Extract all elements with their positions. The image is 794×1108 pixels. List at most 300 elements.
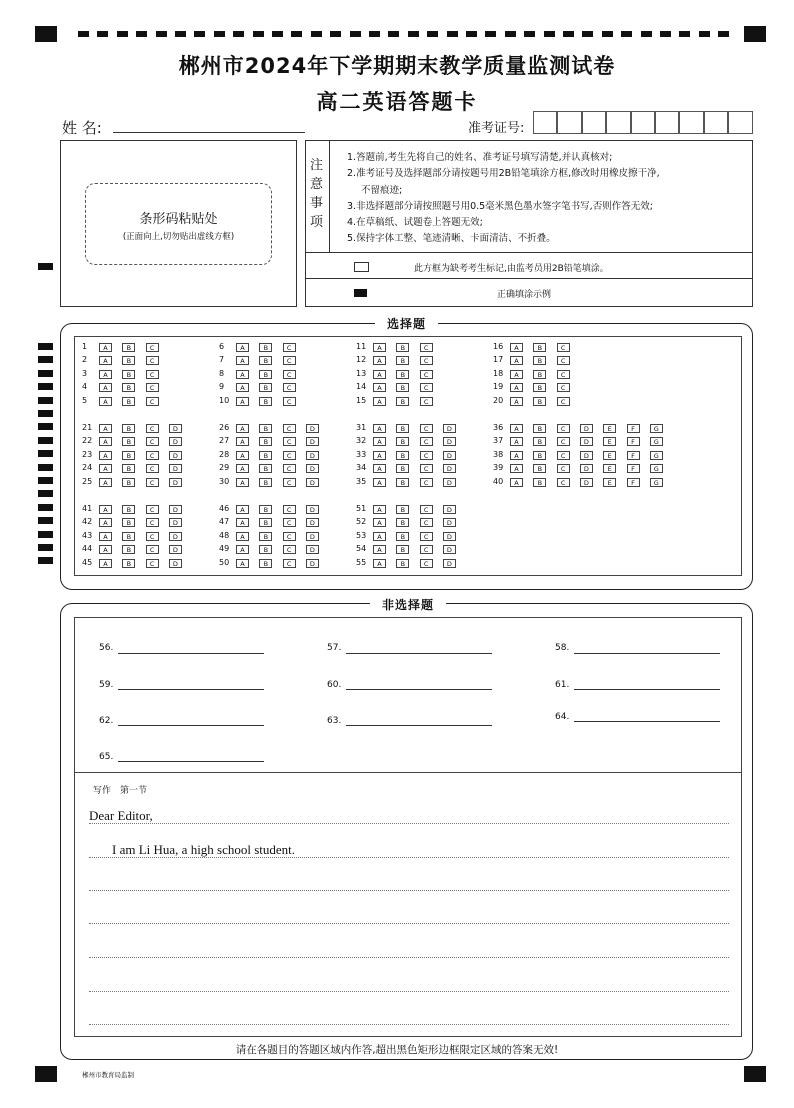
question-number: 51	[356, 504, 367, 513]
answer-bubble-33-b[interactable]: B	[396, 451, 409, 460]
answer-bubble-22-d[interactable]: D	[169, 437, 182, 446]
answer-bubble-55-d[interactable]: D	[443, 559, 456, 568]
answer-bubble-40-c[interactable]: C	[557, 478, 570, 487]
answer-bubble-46-a[interactable]: A	[236, 505, 249, 514]
answer-bubble-38-a[interactable]: A	[510, 451, 523, 460]
blank-line-62[interactable]	[118, 725, 264, 726]
answer-bubble-36-a[interactable]: A	[510, 424, 523, 433]
answer-bubble-52-b[interactable]: B	[396, 518, 409, 527]
answer-bubble-17-b[interactable]: B	[533, 356, 546, 365]
answer-bubble-46-b[interactable]: B	[259, 505, 272, 514]
answer-bubble-45-a[interactable]: A	[99, 559, 112, 568]
answer-bubble-38-c[interactable]: C	[557, 451, 570, 460]
question-number: 12	[356, 355, 367, 365]
answer-bubble-53-c[interactable]: C	[420, 532, 433, 541]
name-label: 姓 名:	[62, 119, 102, 137]
question-number: 36	[493, 423, 504, 432]
answer-bubble-37-b[interactable]: B	[533, 437, 546, 446]
answer-bubble-24-b[interactable]: B	[122, 464, 135, 473]
question-number: 29	[219, 463, 230, 473]
answer-bubble-12-a[interactable]: A	[373, 356, 386, 365]
exam-id-cell[interactable]	[557, 111, 581, 134]
question-number: 16	[493, 342, 504, 351]
answer-bubble-50-c[interactable]: C	[283, 559, 296, 568]
timing-dash	[505, 31, 516, 37]
answer-bubble-47-c[interactable]: C	[283, 518, 296, 527]
answer-bubble-15-b[interactable]: B	[396, 397, 409, 406]
answer-bubble-48-d[interactable]: D	[306, 532, 319, 541]
answer-bubble-42-c[interactable]: C	[146, 518, 159, 527]
exam-id-cell[interactable]	[582, 111, 606, 134]
answer-bubble-40-f[interactable]: F	[627, 478, 640, 487]
answer-bubble-54-c[interactable]: C	[420, 545, 433, 554]
answer-bubble-4-a[interactable]: A	[99, 383, 112, 392]
answer-bubble-9-a[interactable]: A	[236, 383, 249, 392]
exam-id-cell[interactable]	[655, 111, 679, 134]
question-number: 7	[219, 355, 225, 365]
timing-dash	[447, 31, 458, 37]
blank-line-64[interactable]	[574, 721, 720, 722]
answer-bubble-32-c[interactable]: C	[420, 437, 433, 446]
timing-mark	[38, 477, 53, 484]
answer-bubble-21-c[interactable]: C	[146, 424, 159, 433]
timing-mark	[38, 557, 53, 564]
answer-bubble-35-d[interactable]: D	[443, 478, 456, 487]
answer-bubble-37-g[interactable]: G	[650, 437, 663, 446]
timing-mark	[38, 397, 53, 404]
absent-mark-box[interactable]	[354, 262, 369, 272]
answer-bubble-17-c[interactable]: C	[557, 356, 570, 365]
answer-bubble-7-c[interactable]: C	[283, 356, 296, 365]
answer-bubble-16-c[interactable]: C	[557, 343, 570, 352]
answer-bubble-3-c[interactable]: C	[146, 370, 159, 379]
question-number: 31	[356, 423, 367, 432]
answer-bubble-45-d[interactable]: D	[169, 559, 182, 568]
answer-bubble-31-b[interactable]: B	[396, 424, 409, 433]
blank-line-65[interactable]	[118, 761, 264, 762]
answer-bubble-39-g[interactable]: G	[650, 464, 663, 473]
answer-bubble-26-d[interactable]: D	[306, 424, 319, 433]
answer-bubble-31-d[interactable]: D	[443, 424, 456, 433]
answer-bubble-5-a[interactable]: A	[99, 397, 112, 406]
timing-dash	[214, 31, 225, 37]
timing-mark	[38, 263, 53, 270]
answer-bubble-39-a[interactable]: A	[510, 464, 523, 473]
answer-bubble-23-c[interactable]: C	[146, 451, 159, 460]
answer-bubble-50-b[interactable]: B	[259, 559, 272, 568]
blank-line-57[interactable]	[346, 653, 492, 654]
timing-dash	[524, 31, 535, 37]
answer-bubble-25-a[interactable]: A	[99, 478, 112, 487]
answer-bubble-52-d[interactable]: D	[443, 518, 456, 527]
answer-bubble-21-b[interactable]: B	[122, 424, 135, 433]
answer-bubble-40-a[interactable]: A	[510, 478, 523, 487]
answer-bubble-3-b[interactable]: B	[122, 370, 135, 379]
answer-bubble-43-c[interactable]: C	[146, 532, 159, 541]
answer-bubble-40-g[interactable]: G	[650, 478, 663, 487]
answer-bubble-55-a[interactable]: A	[373, 559, 386, 568]
answer-bubble-55-c[interactable]: C	[420, 559, 433, 568]
answer-bubble-40-e[interactable]: E	[603, 478, 616, 487]
answer-bubble-21-a[interactable]: A	[99, 424, 112, 433]
answer-bubble-24-c[interactable]: C	[146, 464, 159, 473]
answer-bubble-34-c[interactable]: C	[420, 464, 433, 473]
answer-bubble-30-d[interactable]: D	[306, 478, 319, 487]
exam-id-cell[interactable]	[606, 111, 630, 134]
answer-bubble-38-b[interactable]: B	[533, 451, 546, 460]
answer-bubble-49-c[interactable]: C	[283, 545, 296, 554]
answer-bubble-51-b[interactable]: B	[396, 505, 409, 514]
exam-id-cell[interactable]	[679, 111, 703, 134]
answer-bubble-48-b[interactable]: B	[259, 532, 272, 541]
answer-bubble-49-a[interactable]: A	[236, 545, 249, 554]
answer-bubble-13-b[interactable]: B	[396, 370, 409, 379]
answer-bubble-11-b[interactable]: B	[396, 343, 409, 352]
corner-mark-top-right	[744, 26, 766, 42]
answer-bubble-50-a[interactable]: A	[236, 559, 249, 568]
answer-bubble-44-b[interactable]: B	[122, 545, 135, 554]
answer-bubble-38-d[interactable]: D	[580, 451, 593, 460]
writing-line-6[interactable]	[89, 991, 729, 992]
page-title: 郴州市2024年下学期期末教学质量监测试卷	[178, 54, 616, 78]
answer-bubble-25-d[interactable]: D	[169, 478, 182, 487]
answer-bubble-43-a[interactable]: A	[99, 532, 112, 541]
timing-mark	[38, 423, 53, 430]
blank-line-58[interactable]	[574, 653, 720, 654]
answer-bubble-20-c[interactable]: C	[557, 397, 570, 406]
answer-bubble-13-c[interactable]: C	[420, 370, 433, 379]
answer-bubble-14-c[interactable]: C	[420, 383, 433, 392]
answer-bubble-28-a[interactable]: A	[236, 451, 249, 460]
answer-bubble-34-b[interactable]: B	[396, 464, 409, 473]
answer-bubble-38-g[interactable]: G	[650, 451, 663, 460]
answer-bubble-51-d[interactable]: D	[443, 505, 456, 514]
answer-bubble-23-d[interactable]: D	[169, 451, 182, 460]
answer-bubble-8-a[interactable]: A	[236, 370, 249, 379]
answer-bubble-53-b[interactable]: B	[396, 532, 409, 541]
barcode-dashed-frame	[85, 183, 272, 265]
answer-bubble-29-d[interactable]: D	[306, 464, 319, 473]
answer-bubble-9-c[interactable]: C	[283, 383, 296, 392]
answer-bubble-42-b[interactable]: B	[122, 518, 135, 527]
answer-bubble-10-b[interactable]: B	[259, 397, 272, 406]
answer-bubble-37-d[interactable]: D	[580, 437, 593, 446]
exam-id-cell[interactable]	[533, 111, 557, 134]
answer-bubble-30-b[interactable]: B	[259, 478, 272, 487]
answer-bubble-54-d[interactable]: D	[443, 545, 456, 554]
answer-bubble-36-f[interactable]: F	[627, 424, 640, 433]
answer-bubble-7-a[interactable]: A	[236, 356, 249, 365]
answer-bubble-29-c[interactable]: C	[283, 464, 296, 473]
timing-dash	[233, 31, 244, 37]
exam-id-cell[interactable]	[704, 111, 728, 134]
answer-bubble-55-b[interactable]: B	[396, 559, 409, 568]
answer-bubble-21-d[interactable]: D	[169, 424, 182, 433]
answer-bubble-51-c[interactable]: C	[420, 505, 433, 514]
blank-line-59[interactable]	[118, 689, 264, 690]
answer-bubble-41-a[interactable]: A	[99, 505, 112, 514]
blank-line-61[interactable]	[574, 689, 720, 690]
answer-bubble-1-c[interactable]: C	[146, 343, 159, 352]
answer-bubble-4-c[interactable]: C	[146, 383, 159, 392]
answer-bubble-40-d[interactable]: D	[580, 478, 593, 487]
answer-bubble-5-c[interactable]: C	[146, 397, 159, 406]
answer-bubble-6-a[interactable]: A	[236, 343, 249, 352]
question-number: 42	[82, 517, 93, 527]
answer-bubble-32-b[interactable]: B	[396, 437, 409, 446]
answer-bubble-34-a[interactable]: A	[373, 464, 386, 473]
answer-bubble-42-d[interactable]: D	[169, 518, 182, 527]
answer-bubble-18-a[interactable]: A	[510, 370, 523, 379]
note-item-5: 5.保持字体工整、笔迹清晰、卡面清洁、不折叠。	[347, 233, 556, 245]
answer-bubble-53-a[interactable]: A	[373, 532, 386, 541]
question-number: 26	[219, 423, 230, 432]
answer-bubble-23-b[interactable]: B	[122, 451, 135, 460]
corner-mark-top-left	[35, 26, 57, 42]
answer-bubble-39-c[interactable]: C	[557, 464, 570, 473]
timing-dash	[78, 31, 89, 37]
answer-bubble-52-a[interactable]: A	[373, 518, 386, 527]
answer-bubble-28-b[interactable]: B	[259, 451, 272, 460]
answer-bubble-31-a[interactable]: A	[373, 424, 386, 433]
blank-line-63[interactable]	[346, 725, 492, 726]
answer-bubble-46-c[interactable]: C	[283, 505, 296, 514]
answer-bubble-39-b[interactable]: B	[533, 464, 546, 473]
answer-bubble-16-b[interactable]: B	[533, 343, 546, 352]
answer-bubble-25-b[interactable]: B	[122, 478, 135, 487]
notes-divider-1	[305, 252, 753, 253]
timing-dash	[641, 31, 652, 37]
answer-bubble-43-d[interactable]: D	[169, 532, 182, 541]
answer-bubble-54-a[interactable]: A	[373, 545, 386, 554]
blank-line-56[interactable]	[118, 653, 264, 654]
exam-id-cell[interactable]	[728, 111, 752, 134]
writing-line-2[interactable]	[89, 857, 729, 858]
answer-bubble-6-b[interactable]: B	[259, 343, 272, 352]
answer-bubble-46-d[interactable]: D	[306, 505, 319, 514]
answer-bubble-36-b[interactable]: B	[533, 424, 546, 433]
answer-bubble-2-b[interactable]: B	[122, 356, 135, 365]
answer-bubble-27-b[interactable]: B	[259, 437, 272, 446]
answer-bubble-36-d[interactable]: D	[580, 424, 593, 433]
answer-bubble-39-e[interactable]: E	[603, 464, 616, 473]
answer-bubble-18-b[interactable]: B	[533, 370, 546, 379]
answer-bubble-1-b[interactable]: B	[122, 343, 135, 352]
answer-bubble-4-b[interactable]: B	[122, 383, 135, 392]
answer-bubble-31-c[interactable]: C	[420, 424, 433, 433]
writing-line-7[interactable]	[89, 1024, 729, 1025]
answer-bubble-19-a[interactable]: A	[510, 383, 523, 392]
blank-line-60[interactable]	[346, 689, 492, 690]
answer-bubble-2-a[interactable]: A	[99, 356, 112, 365]
answer-bubble-32-d[interactable]: D	[443, 437, 456, 446]
writing-line-3[interactable]	[89, 890, 729, 891]
blank-label-63: 63.	[327, 716, 342, 726]
timing-dash	[699, 31, 710, 37]
answer-bubble-27-d[interactable]: D	[306, 437, 319, 446]
answer-bubble-36-e[interactable]: E	[603, 424, 616, 433]
answer-bubble-19-c[interactable]: C	[557, 383, 570, 392]
question-number: 14	[356, 382, 367, 392]
answer-bubble-26-a[interactable]: A	[236, 424, 249, 433]
answer-bubble-11-a[interactable]: A	[373, 343, 386, 352]
answer-bubble-8-c[interactable]: C	[283, 370, 296, 379]
answer-bubble-54-b[interactable]: B	[396, 545, 409, 554]
answer-bubble-25-c[interactable]: C	[146, 478, 159, 487]
answer-bubble-26-b[interactable]: B	[259, 424, 272, 433]
answer-bubble-33-c[interactable]: C	[420, 451, 433, 460]
answer-bubble-5-b[interactable]: B	[122, 397, 135, 406]
answer-bubble-35-b[interactable]: B	[396, 478, 409, 487]
answer-bubble-24-d[interactable]: D	[169, 464, 182, 473]
answer-bubble-30-a[interactable]: A	[236, 478, 249, 487]
answer-bubble-18-c[interactable]: C	[557, 370, 570, 379]
writing-line-5[interactable]	[89, 957, 729, 958]
answer-bubble-37-a[interactable]: A	[510, 437, 523, 446]
answer-bubble-40-b[interactable]: B	[533, 478, 546, 487]
answer-bubble-22-b[interactable]: B	[122, 437, 135, 446]
answer-bubble-47-d[interactable]: D	[306, 518, 319, 527]
timing-dash	[97, 31, 108, 37]
answer-bubble-52-c[interactable]: C	[420, 518, 433, 527]
answer-bubble-11-c[interactable]: C	[420, 343, 433, 352]
question-number: 40	[493, 476, 504, 486]
answer-bubble-36-c[interactable]: C	[557, 424, 570, 433]
answer-bubble-10-c[interactable]: C	[283, 397, 296, 406]
answer-bubble-30-c[interactable]: C	[283, 478, 296, 487]
answer-bubble-6-c[interactable]: C	[283, 343, 296, 352]
timing-dash	[253, 31, 264, 37]
question-number: 4	[82, 382, 88, 392]
answer-bubble-14-b[interactable]: B	[396, 383, 409, 392]
answer-bubble-28-d[interactable]: D	[306, 451, 319, 460]
timing-mark	[38, 544, 53, 551]
answer-bubble-35-a[interactable]: A	[373, 478, 386, 487]
answer-bubble-41-c[interactable]: C	[146, 505, 159, 514]
answer-bubble-27-c[interactable]: C	[283, 437, 296, 446]
answer-bubble-49-d[interactable]: D	[306, 545, 319, 554]
answer-bubble-22-a[interactable]: A	[99, 437, 112, 446]
answer-bubble-15-a[interactable]: A	[373, 397, 386, 406]
answer-bubble-43-b[interactable]: B	[122, 532, 135, 541]
answer-bubble-24-a[interactable]: A	[99, 464, 112, 473]
question-number: 55	[356, 557, 367, 567]
answer-bubble-45-c[interactable]: C	[146, 559, 159, 568]
answer-bubble-38-e[interactable]: E	[603, 451, 616, 460]
timing-mark	[38, 504, 53, 511]
answer-bubble-29-b[interactable]: B	[259, 464, 272, 473]
answer-bubble-20-a[interactable]: A	[510, 397, 523, 406]
answer-bubble-41-d[interactable]: D	[169, 505, 182, 514]
answer-bubble-35-c[interactable]: C	[420, 478, 433, 487]
answer-bubble-39-f[interactable]: F	[627, 464, 640, 473]
answer-bubble-37-f[interactable]: F	[627, 437, 640, 446]
answer-bubble-23-a[interactable]: A	[99, 451, 112, 460]
answer-bubble-12-c[interactable]: C	[420, 356, 433, 365]
question-number: 34	[356, 463, 367, 473]
answer-bubble-7-b[interactable]: B	[259, 356, 272, 365]
answer-bubble-10-a[interactable]: A	[236, 397, 249, 406]
answer-bubble-36-g[interactable]: G	[650, 424, 663, 433]
answer-bubble-17-a[interactable]: A	[510, 356, 523, 365]
answer-bubble-3-a[interactable]: A	[99, 370, 112, 379]
answer-bubble-19-b[interactable]: B	[533, 383, 546, 392]
answer-bubble-50-d[interactable]: D	[306, 559, 319, 568]
timing-mark	[38, 517, 53, 524]
answer-bubble-16-a[interactable]: A	[510, 343, 523, 352]
answer-bubble-22-c[interactable]: C	[146, 437, 159, 446]
answer-bubble-9-b[interactable]: B	[259, 383, 272, 392]
answer-bubble-44-d[interactable]: D	[169, 545, 182, 554]
writing-line-1[interactable]	[89, 823, 729, 824]
answer-bubble-13-a[interactable]: A	[373, 370, 386, 379]
timing-dash	[311, 31, 322, 37]
blank-label-58: 58.	[555, 643, 570, 653]
answer-bubble-33-a[interactable]: A	[373, 451, 386, 460]
answer-bubble-41-b[interactable]: B	[122, 505, 135, 514]
answer-bubble-27-a[interactable]: A	[236, 437, 249, 446]
question-number: 3	[82, 368, 88, 378]
answer-bubble-38-f[interactable]: F	[627, 451, 640, 460]
answer-bubble-20-b[interactable]: B	[533, 397, 546, 406]
answer-bubble-37-e[interactable]: E	[603, 437, 616, 446]
answer-bubble-48-a[interactable]: A	[236, 532, 249, 541]
answer-bubble-47-a[interactable]: A	[236, 518, 249, 527]
answer-bubble-53-d[interactable]: D	[443, 532, 456, 541]
answer-bubble-51-a[interactable]: A	[373, 505, 386, 514]
answer-bubble-44-c[interactable]: C	[146, 545, 159, 554]
timing-dash	[156, 31, 167, 37]
answer-bubble-2-c[interactable]: C	[146, 356, 159, 365]
answer-bubble-47-b[interactable]: B	[259, 518, 272, 527]
timing-mark	[38, 410, 53, 417]
exam-id-cell[interactable]	[631, 111, 655, 134]
note-item-2: 2.准考证号及选择题部分请按题号用2B铅笔填涂方框,修改时用橡皮擦干净,	[347, 168, 660, 180]
answer-bubble-34-d[interactable]: D	[443, 464, 456, 473]
answer-bubble-8-b[interactable]: B	[259, 370, 272, 379]
timing-mark	[38, 490, 53, 497]
answer-bubble-33-d[interactable]: D	[443, 451, 456, 460]
nonchoice-inner-frame	[74, 617, 742, 1037]
answer-bubble-44-a[interactable]: A	[99, 545, 112, 554]
answer-bubble-12-b[interactable]: B	[396, 356, 409, 365]
notes-divider-2	[305, 278, 753, 279]
timing-mark	[38, 370, 53, 377]
answer-bubble-14-a[interactable]: A	[373, 383, 386, 392]
question-number: 44	[82, 544, 93, 554]
answer-bubble-49-b[interactable]: B	[259, 545, 272, 554]
answer-bubble-48-c[interactable]: C	[283, 532, 296, 541]
answer-bubble-26-c[interactable]: C	[283, 424, 296, 433]
question-number: 1	[82, 342, 88, 351]
writing-first-line: I am Li Hua, a high school student.	[112, 842, 296, 857]
publisher-label: 郴州市教育局监制	[82, 1071, 134, 1079]
answer-bubble-42-a[interactable]: A	[99, 518, 112, 527]
answer-bubble-37-c[interactable]: C	[557, 437, 570, 446]
answer-bubble-45-b[interactable]: B	[122, 559, 135, 568]
answer-bubble-28-c[interactable]: C	[283, 451, 296, 460]
answer-bubble-15-c[interactable]: C	[420, 397, 433, 406]
blank-label-61: 61.	[555, 680, 570, 690]
name-field[interactable]	[113, 132, 305, 133]
question-number: 33	[356, 449, 367, 459]
answer-bubble-39-d[interactable]: D	[580, 464, 593, 473]
answer-bubble-1-a[interactable]: A	[99, 343, 112, 352]
answer-bubble-32-a[interactable]: A	[373, 437, 386, 446]
answer-bubble-29-a[interactable]: A	[236, 464, 249, 473]
absent-mark-text: 此方框为缺考考生标记,由监考员用2B铅笔填涂。	[414, 264, 609, 274]
writing-line-4[interactable]	[89, 923, 729, 924]
